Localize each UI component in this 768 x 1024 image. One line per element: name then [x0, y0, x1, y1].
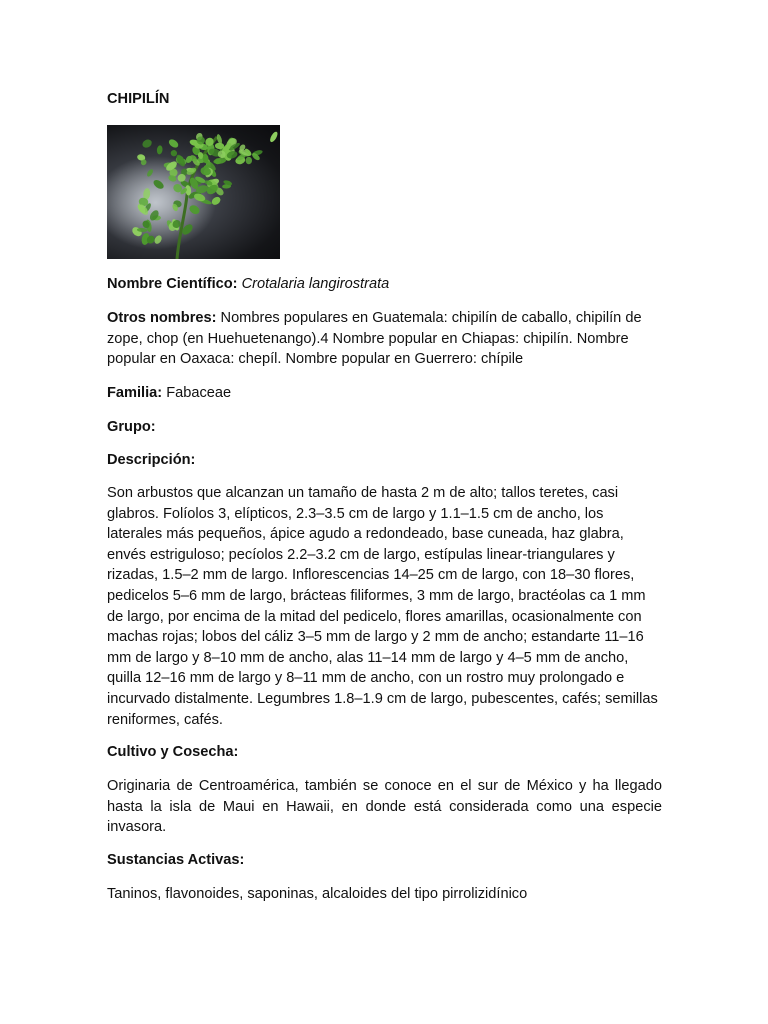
scientific-name-line — [107, 274, 662, 295]
document-title: CHIPILÍN — [107, 91, 170, 107]
family-value: Fabaceae — [166, 385, 232, 401]
plant-illustration — [107, 125, 280, 259]
other-names-label: Otros nombres: — [107, 310, 217, 326]
family-label: Familia: — [107, 385, 163, 401]
description-text: Son arbustos que alcanzan un tamaño de hasta 2 m de alto; tallos teretes, casi glabros. Folíolos 3, elípticos, 2.3–3.5 cm de largo y 1.1–1.5 cm de ancho, los laterales más pequeños, ápice agudo a redondeado, base cuneada, haz glabra, envés estriguloso; pecíolos 2.2–3.2 cm de largo, estípulas linear-triangulares y rizadas, 1.5–2 mm de largo. Inflorescencias 14–25 cm de largo, con 18–30 flores, pedicelos 5–6 mm de largo, brácteas filiformes, 3 mm de largo, bractéolas ca 1 mm de largo, por encima de la mitad del pedicelo, flores amarillas, ocasionalmente con machas rojas; lobos del cáliz 3–5 mm de largo y 2 mm de ancho; estandarte 11–16 mm de largo y 8–10 mm de ancho, alas 11–14 mm de largo y 4–5 mm de ancho, quilla 12–16 mm de largo y 8–11 mm de ancho, con un rostro muy prolongado e incurvado distalmente. Legumbres 1.8–1.9 cm de largo, pubescentes, cafés; semillas reniformes, cafés. — [107, 485, 658, 728]
family-line — [107, 383, 662, 404]
other-names-paragraph — [107, 308, 662, 370]
cultivation-heading: Cultivo y Cosecha: — [107, 744, 239, 760]
active-substances-text: Taninos, flavonoides, saponinas, alcaloides del tipo pirrolizidínico — [107, 886, 528, 902]
group-line — [107, 417, 662, 438]
plant-photo — [107, 125, 280, 259]
other-names-value: Nombres populares en Guatemala: chipilín de caballo, chipilín de zope, chop (en Huehuetenango).4 Nombre popular en Chiapas: chipilín. Nombre popular en Oaxaca: chepíl. Nombre popular en Guerrero: chípile — [107, 310, 642, 368]
cultivation-text: Originaria de Centroamérica, también se conoce en el sur de México y ha llegado hasta la isla de Maui en Hawaii, en donde está considerada como una especie invasora. — [107, 778, 662, 836]
group-label: Grupo: — [107, 419, 156, 435]
description-heading: Descripción: — [107, 452, 196, 468]
active-substances-heading: Sustancias Activas: — [107, 852, 245, 868]
scientific-name-value: Crotalaria langirostrata — [241, 276, 390, 292]
scientific-name-label: Nombre Científico: — [107, 276, 238, 292]
